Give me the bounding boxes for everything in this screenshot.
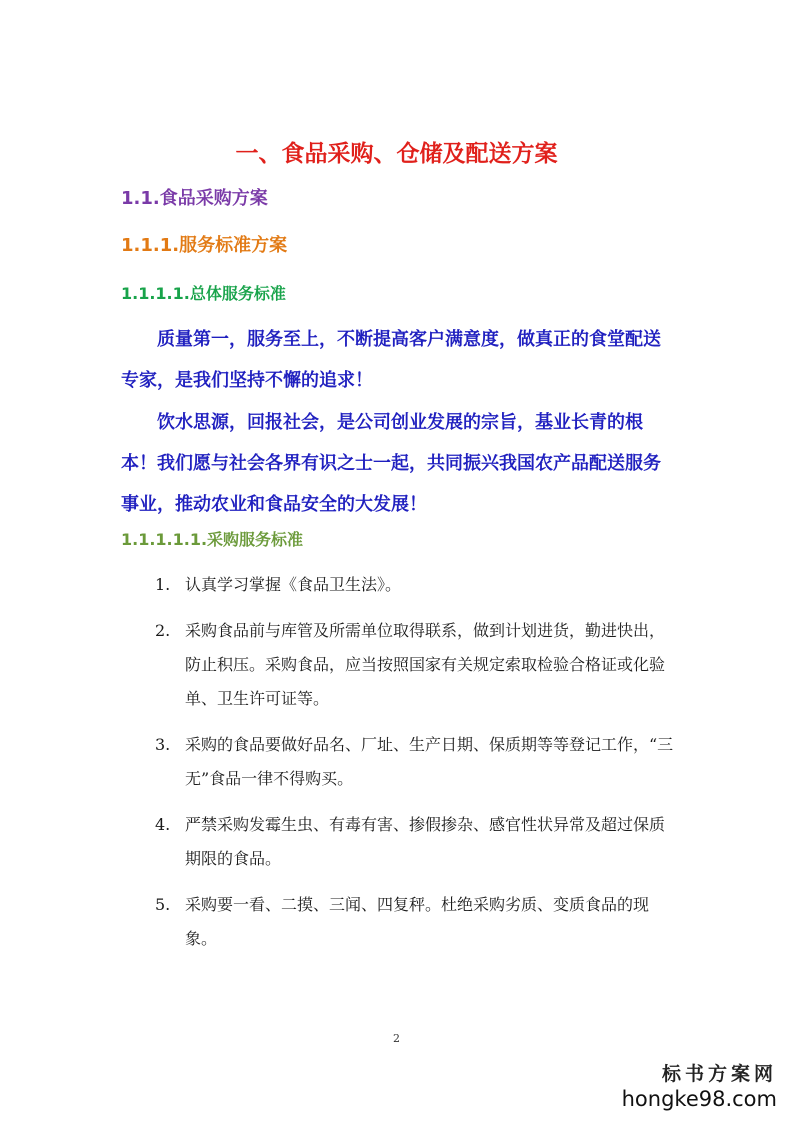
heading-level-2: 1.1.食品采购方案 (121, 188, 268, 209)
list-item (155, 614, 677, 716)
list-item (155, 568, 677, 602)
paragraph-quality: 质量第一，服务至上，不断提高客户满意度，做真正的食堂配送专家，是我们坚持不懈的追求！ (121, 329, 661, 391)
heading-level-5: 1.1.1.1.1.采购服务标准 (121, 530, 304, 549)
list-item-text: 认真学习掌握《食品卫生法》。 (185, 575, 402, 594)
list-item (155, 728, 677, 796)
list-item-number: 3. (155, 735, 171, 754)
heading-level-3: 1.1.1.服务标准方案 (121, 235, 288, 256)
list-item-text: 采购食品前与库管及所需单位取得联系，做到计划进货，勤进快出，防止积压。采购食品，应当按照国家有关规定索取检验合格证或化验单、卫生许可证等。 (185, 621, 666, 708)
list-item-text: 采购的食品要做好品名、厂址、生产日期、保质期等等登记工作，“三无”食品一律不得购买。 (185, 735, 674, 788)
paragraph-mission: 饮水思源，回报社会，是公司创业发展的宗旨，基业长青的根本！我们愿与社会各界有识之士一起，共同振兴我国农产品配送服务事业，推动农业和食品安全的大发展！ (121, 412, 661, 515)
list-item (155, 808, 677, 876)
list-item-number: 4. (155, 815, 171, 834)
list-item-text: 采购要一看、二摸、三闻、四复秤。杜绝采购劣质、变质食品的现象。 (185, 895, 650, 948)
watermark-url: hongke98.com (621, 1087, 777, 1111)
procurement-standards-list (155, 568, 677, 968)
list-item (155, 888, 677, 956)
watermark-chinese: 标书方案网 (661, 1063, 777, 1085)
list-item-number: 1. (155, 575, 171, 594)
page-number: 2 (393, 1032, 400, 1045)
heading-level-1: 一、食品采购、仓储及配送方案 (235, 141, 558, 167)
list-item-number: 5. (155, 895, 171, 914)
list-item-text: 严禁采购发霉生虫、有毒有害、掺假掺杂、感官性状异常及超过保质期限的食品。 (185, 815, 666, 868)
list-item-number: 2. (155, 621, 171, 640)
heading-level-4: 1.1.1.1.总体服务标准 (121, 284, 286, 303)
watermark (622, 1062, 777, 1112)
